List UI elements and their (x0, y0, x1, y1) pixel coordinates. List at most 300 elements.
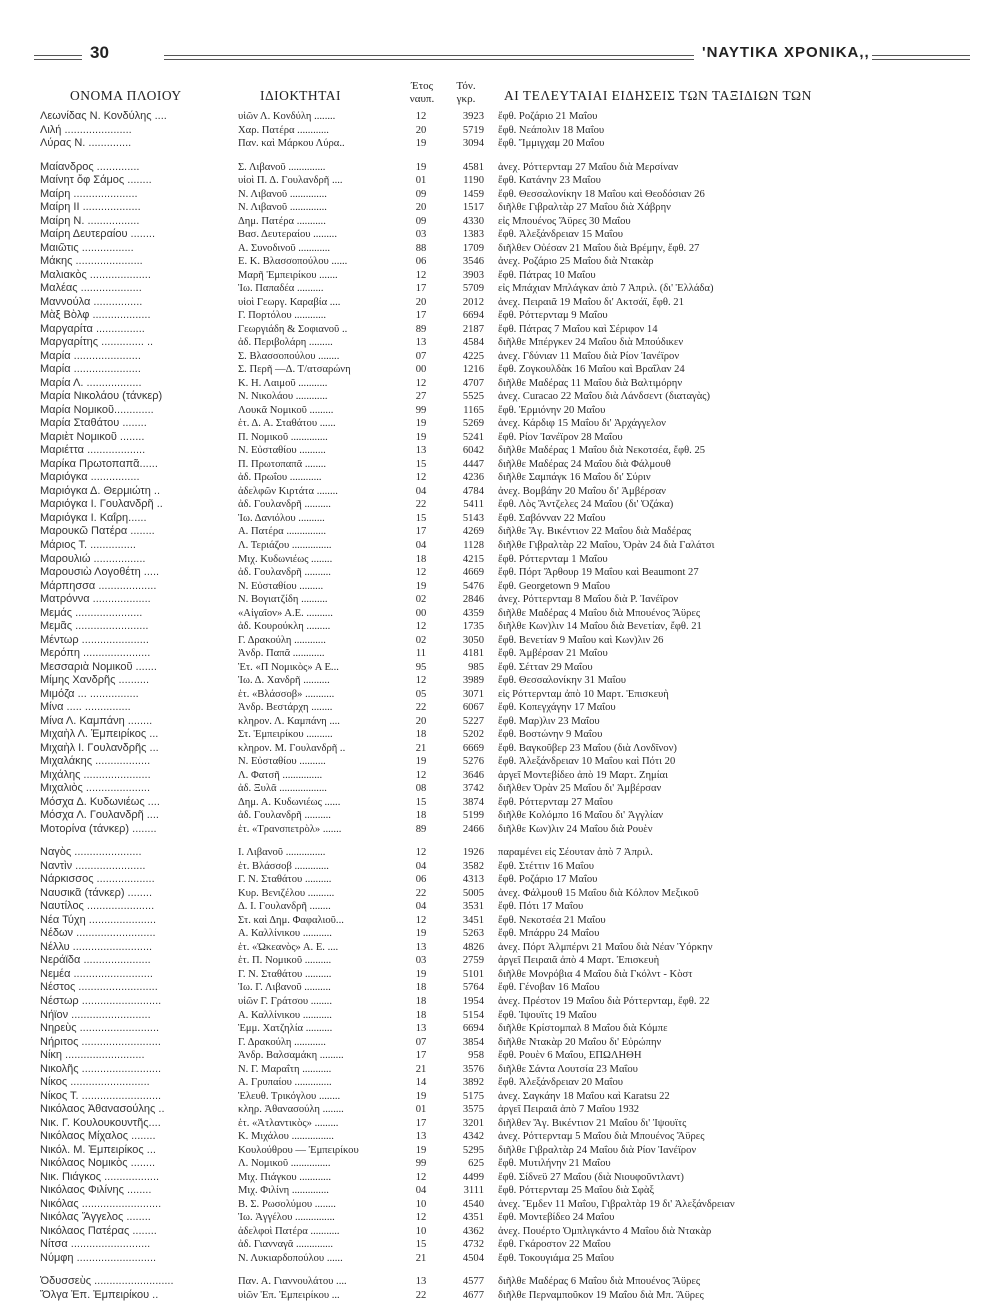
ship-name: Νέδων .......................... (40, 927, 156, 940)
gross-tonnage: 3050 (462, 634, 484, 646)
table-row (40, 124, 985, 138)
build-year: 22 (415, 499, 427, 511)
ship-owner: κληρ. Ἀθανασούλη ........ (238, 1104, 344, 1116)
ship-owner: Ν. Βογιατζίδη .......... (238, 594, 328, 606)
ship-owner: Ἑτ. «Π Νομικὸς» Α Ε... (238, 661, 339, 673)
header-rule-left (34, 55, 82, 60)
build-year: 04 (415, 539, 427, 551)
ship-name: Νικόλ. Μ. Ἐμπειρίκος ... (40, 1143, 156, 1156)
gross-tonnage: 5276 (462, 756, 484, 768)
table-row (40, 1252, 985, 1266)
ship-owner: Μαρῆ Ἐμπειρίκου ....... (238, 269, 338, 281)
gross-tonnage: 3989 (462, 675, 484, 687)
table-row (40, 634, 985, 648)
gross-tonnage: 5143 (462, 512, 484, 524)
gross-tonnage: 4581 (462, 161, 484, 173)
table-row (40, 1130, 985, 1144)
ship-name: Ναυτίλος ...................... (40, 900, 155, 913)
table-row (40, 458, 985, 472)
build-year: 21 (415, 1252, 427, 1264)
ship-owner: υἱοὶ Π. Δ. Γουλανδρῆ .... (238, 175, 343, 187)
voyage-news: ἔφθ. Ἴμμιγχαμ 20 Μαΐου (498, 138, 605, 150)
voyage-news: ἔφθ. Πάτρας 10 Μαΐου (498, 269, 596, 281)
table-row (40, 701, 985, 715)
ship-name: Νικόλαος Φιλίνης ........ (40, 1184, 152, 1197)
gross-tonnage: 4362 (462, 1225, 484, 1237)
ship-owner: Ν. Εὐσταθίου ......... (238, 580, 324, 592)
table-row (40, 674, 985, 688)
voyage-news: διῆλθε Μαδέρας 11 Μαΐου διὰ Βαλτιμόρην (498, 377, 683, 389)
gross-tonnage: 5263 (462, 928, 484, 940)
ship-name: Νίκη .......................... (40, 1049, 145, 1062)
build-year: 12 (415, 567, 427, 579)
voyage-news: ἔφθ. Γένοβαν 16 Μαΐου (498, 982, 600, 994)
gross-tonnage: 1459 (462, 188, 484, 200)
table-row (40, 404, 985, 418)
ship-owner: Κ. Η. Λαιμοῦ ........... (238, 377, 328, 389)
journal-title: 'ΝΑΥΤΙΚΑ ΧΡΟΝΙΚΑ,, (702, 44, 870, 61)
table-row (40, 715, 985, 729)
ship-name: Μαρίκα Πρωτοπαπᾶ...... (40, 457, 158, 470)
ship-name: Μέντωρ ...................... (40, 633, 149, 646)
ship-owner: Χαρ. Πατέρα ............ (238, 124, 329, 136)
voyage-news: διῆλθε Μαδέρας 6 Μαΐου διὰ Μπουένος Ἄϋρες (498, 1276, 701, 1288)
gross-tonnage: 5227 (462, 715, 484, 727)
ship-name: Μαίρη ΙΙ ................... (40, 201, 141, 214)
gross-tonnage: 5175 (462, 1090, 484, 1102)
ship-owner: Α. Καλλίνικου ........... (238, 1009, 332, 1021)
voyage-news: ἀνεχ. Ρόττερνταμ 8 Μαΐου διὰ Ρ. Ἰανέϊρον (498, 594, 679, 606)
gross-tonnage: 5241 (462, 431, 484, 443)
gross-tonnage: 4342 (462, 1131, 484, 1143)
build-year: 06 (415, 874, 427, 886)
table-row (40, 110, 985, 124)
table-row (40, 661, 985, 675)
gross-tonnage: 2759 (462, 955, 484, 967)
ship-owner: Ι. Λιβανοῦ ............... (238, 847, 326, 859)
ship-name: Μαλιακὸς .................... (40, 268, 151, 281)
build-year: 06 (415, 256, 427, 268)
build-year: 10 (415, 1225, 427, 1237)
build-year: 19 (415, 1090, 427, 1102)
ship-name: Νέλλυ .......................... (40, 940, 153, 953)
voyage-news: ἔφθ. Μπάρρυ 24 Μαΐου (498, 928, 600, 940)
voyage-news: ἔφθ. Πάτρας 7 Μαΐου καὶ Σέριφον 14 (498, 323, 658, 335)
table-row (40, 580, 985, 594)
voyage-news: ἀνεχ. Σαγκάην 18 Μαΐου καὶ Karatsu 22 (498, 1090, 670, 1102)
ship-name: Μιχαὴλ Λ. Ἐμπειρίκος ... (40, 728, 159, 741)
voyage-news: ἀνεχ. Πρέστον 19 Μαΐου διὰ Ρόττερνταμ, ἔφθ. 22 (498, 996, 710, 1007)
gross-tonnage: 1190 (463, 175, 484, 187)
ship-name: Μεμᾶς ........................ (40, 620, 149, 633)
ship-owner: Ἑμμ. Χατζηλία .......... (238, 1023, 333, 1035)
gross-tonnage: 3582 (462, 860, 484, 872)
voyage-news: διῆλθε Μαδέρας 4 Μαΐου διὰ Μπουένος Ἄϋρες (498, 607, 701, 619)
voyage-news: ἔφθ. Ροζάριο 17 Μαΐου (498, 874, 598, 886)
build-year: 01 (415, 1104, 427, 1116)
gross-tonnage: 4732 (462, 1239, 484, 1251)
ship-name: Μιχαλάκης .................. (40, 755, 151, 768)
ship-owner: Δ. Ι. Γουλανδρῆ ........ (238, 901, 331, 913)
voyage-news: ἔφθ. Ἐρμιόνην 20 Μαΐου (498, 404, 606, 416)
voyage-news: ἔφθ. Βαγκοῦβερ 23 Μαΐου (διὰ Λονδῖνον) (498, 742, 677, 754)
ship-name: Νέστωρ .......................... (40, 995, 162, 1007)
ship-owner: υἱοὶ Γεωργ. Καραβία .... (238, 296, 341, 308)
ship-name: Μαίρη Ν. ................. (40, 214, 140, 227)
build-year: 15 (415, 458, 427, 470)
build-year: 18 (415, 1009, 427, 1021)
table-row (40, 1198, 985, 1212)
voyage-news: ἔφθ. Νεκοτσέα 21 Μαΐου (498, 914, 606, 926)
gross-tonnage: 4577 (462, 1276, 484, 1288)
ship-name: Νικόλαος Μίχαλος ........ (40, 1130, 156, 1143)
build-year: 12 (415, 377, 427, 389)
gross-tonnage: 1216 (462, 364, 484, 376)
gross-tonnage: 2012 (462, 296, 484, 308)
table-row (40, 553, 985, 567)
voyage-news: διῆλθε Γιβραλτὰρ 22 Μαΐου, Ὀρὰν 24 διὰ Γαλάτσι (498, 539, 715, 551)
build-year: 27 (415, 391, 427, 403)
gross-tonnage: 3531 (462, 901, 484, 913)
build-year: 20 (415, 296, 427, 308)
build-year: 00 (415, 364, 427, 376)
ship-name: Μιχάλης ...................... (40, 768, 151, 781)
gross-tonnage: 6042 (462, 445, 484, 457)
ship-owner: Ἀνδρ. Βεστάρχη ........ (238, 702, 333, 714)
ship-name: Νικόλας Ἄγγελος ........ (40, 1211, 151, 1224)
table-row (40, 914, 985, 928)
ship-name: Μιχαὴλ Ι. Γουλανδρῆς ... (40, 741, 159, 754)
ship-owner: Ἰω. Ἀγγέλου ............... (238, 1212, 335, 1224)
voyage-news: ἔφθ. Ρόττερνταμ 1 Μαΐου (498, 553, 608, 565)
gross-tonnage: 2466 (462, 823, 484, 835)
table-row (40, 201, 985, 215)
ship-name: Νήϊον .......................... (40, 1008, 151, 1021)
build-year: 10 (415, 1198, 427, 1210)
ship-owner: Σ. Περῆ —Δ. Τ/ατσαρώνη (238, 364, 351, 376)
build-year: 18 (415, 729, 427, 741)
ship-name: Ναυσικᾶ (τάνκερ) ........ (40, 886, 153, 899)
voyage-news: ἀνεχ. Ἔμδεν 11 Μαΐου, Γιβραλτὰρ 19 δι' Ἀλεξάνδρειαν (498, 1198, 735, 1210)
ship-owner: Ἰω. Παπαδέα .......... (238, 283, 324, 295)
table-row (40, 309, 985, 323)
voyage-news: ἀνεχ. Γδύνιαν 11 Μαΐου διὰ Ρίον Ἰανέϊρον (498, 350, 680, 362)
voyage-news: ἔφθ. Ρίον Ἰανέϊρον 28 Μαΐου (498, 431, 623, 443)
gross-tonnage: 4540 (462, 1198, 484, 1210)
ship-owner: Ἰω. Δ. Χανδρῆ .......... (238, 675, 330, 687)
ship-owner: ἑτ. «Βλάσσοβ» ........... (238, 688, 335, 700)
build-year: 99 (415, 1158, 427, 1170)
ship-owner: Β. Σ. Ρωσολύμου ........ (238, 1198, 336, 1210)
ship-owner: Λ. Φατσῆ ............... (238, 769, 323, 781)
table-row (40, 188, 985, 202)
voyage-news: ἔφθ. Κοπεγχάγην 17 Μαΐου (498, 702, 616, 714)
build-year: 02 (415, 594, 427, 606)
ship-name: Ναντὶν ....................... (40, 859, 146, 872)
voyage-news: διῆλθε Γιβραλτὰρ 27 Μαΐου διὰ Χάβρην (498, 202, 671, 214)
gross-tonnage: 1517 (462, 202, 484, 214)
table-row (40, 1090, 985, 1104)
table-row (40, 1211, 985, 1225)
voyage-news: ἔφθ. Ἀλεξάνδρειαν 10 Μαΐου καὶ Πότι 20 (498, 756, 676, 768)
build-year: 89 (415, 323, 427, 335)
gross-tonnage: 5411 (463, 499, 484, 511)
tonnage-header-line1: Τόν. (456, 80, 476, 92)
gross-tonnage: 3576 (462, 1063, 484, 1075)
voyage-news: ἔφθ. Σέτταν 29 Μαΐου (498, 661, 593, 673)
voyage-news: ἔφθ. Μυτιλήνην 21 Μαΐου (498, 1158, 611, 1170)
gross-tonnage: 5199 (462, 810, 484, 822)
build-year: 12 (415, 111, 427, 122)
ship-owner: Κ. Μιχάλου ................ (238, 1131, 334, 1143)
ship-owner: Π. Πρωτοπαπᾶ ........ (238, 458, 327, 470)
table-row (40, 688, 985, 702)
table-row (40, 228, 985, 242)
table-row (40, 350, 985, 364)
build-year: 13 (415, 337, 427, 349)
ship-owner: ἀδ. Γιανναγᾶ .............. (238, 1239, 334, 1251)
ship-owner: ἀδ. Γουλανδρῆ .......... (238, 567, 331, 579)
build-year: 12 (415, 769, 427, 781)
ship-owner: Λ. Τεριάζου ............... (238, 539, 332, 551)
gross-tonnage: 3874 (462, 796, 484, 808)
table-row (40, 512, 985, 526)
header-rule-right (872, 55, 970, 60)
ship-owner: ἀδ. Γουλανδρῆ .......... (238, 499, 331, 511)
ship-owner: Α. Πατέρα ............... (238, 526, 327, 538)
ship-owner: ἀδ. Ξυλᾶ .................. (238, 783, 327, 795)
gross-tonnage: 5269 (462, 418, 484, 430)
voyage-news: διῆλθεν Ἅγ. Βικέντιον 21 Μαΐου δι' Ἰψουϊτς (498, 1117, 687, 1129)
ship-owner: Δημ. Α. Κυδωνιέως ...... (238, 796, 341, 808)
voyage-news: ἔφθ. Ἰψουϊτς 19 Μαΐου (498, 1009, 597, 1021)
ship-owner: Κουλούθρου — Ἐμπειρίκου (238, 1144, 359, 1156)
ship-owner: Α. Γρυπαίου .............. (238, 1077, 332, 1089)
ship-owner: Παν. Α. Γιαννουλάτου .... (238, 1276, 347, 1288)
gross-tonnage: 985 (468, 661, 484, 673)
ship-name: Λύρας Ν. .............. (40, 137, 132, 150)
voyage-news: διῆλθε Μονρόβια 4 Μαΐου διὰ Γκόλντ - Κὸστ (498, 968, 693, 980)
ship-owner: Γ. Ν. Σταθάτου .......... (238, 968, 332, 980)
ship-name: Μόσχα Δ. Κυδωνιέως .... (40, 795, 160, 808)
build-year: 03 (415, 229, 427, 241)
table-row (40, 296, 985, 310)
ship-name: Μόσχα Λ. Γουλανδρῆ .... (40, 809, 159, 822)
build-year: 03 (415, 955, 427, 967)
gross-tonnage: 4215 (462, 553, 484, 565)
ship-name: Μαρουσιὼ Λογοθέτη ..... (40, 566, 160, 579)
build-year: 04 (415, 901, 427, 913)
table-row (40, 255, 985, 269)
ship-name: Νίκος .......................... (40, 1076, 150, 1089)
voyage-news: ἀνεχ. Ρόττερνταμ 27 Μαΐου διὰ Μερσίναν (498, 161, 679, 173)
gross-tonnage: 3111 (463, 1185, 484, 1197)
ship-owner: ἑτ. Δ. Α. Σταθάτου ...... (238, 418, 336, 430)
gross-tonnage: 5525 (462, 391, 484, 403)
voyage-news: ἔφθ. Σαβόνναν 22 Μαΐου (498, 512, 606, 524)
gross-tonnage: 4677 (462, 1289, 484, 1301)
build-year: 15 (415, 796, 427, 808)
build-year: 17 (415, 1050, 427, 1062)
ship-name: Μαίρη Δευτεραίου ........ (40, 228, 156, 241)
table-row (40, 1103, 985, 1117)
gross-tonnage: 5154 (462, 1009, 484, 1021)
build-year: 12 (415, 675, 427, 687)
table-row (40, 887, 985, 901)
ship-name: Νέα Τύχη ...................... (40, 913, 157, 926)
ship-name: Μάριος Τ. ............... (40, 538, 136, 551)
gross-tonnage: 1735 (462, 621, 484, 633)
gross-tonnage: 958 (468, 1050, 484, 1062)
ship-name: Μαννούλα ................ (40, 295, 143, 308)
gross-tonnage: 1165 (463, 404, 484, 416)
table-row (40, 954, 985, 968)
build-year: 15 (415, 512, 427, 524)
ship-name: Ναγὸς ...................... (40, 846, 142, 859)
ship-owner: κληρον. Μ. Γουλανδρῆ .. (238, 742, 346, 754)
table-row (40, 161, 985, 175)
voyage-news: διῆλθε Μπέργκεν 24 Μαΐου διὰ Μπούδικεν (498, 337, 684, 349)
voyage-news: ἀνεχ. Πουέρτο Ὀμπλιγκάντο 4 Μαΐου διὰ Ντακὰρ (498, 1225, 712, 1237)
ship-name: Μεμάς ...................... (40, 606, 143, 619)
table-row (40, 1076, 985, 1090)
voyage-news: ἀργεῖ Πειραιᾶ ἀπὸ 4 Μαρτ. Ἐπισκευὴ (498, 955, 660, 967)
table-row (40, 390, 985, 404)
voyage-news: ἀνεχ. Πειραιᾶ 19 Μαΐου δι' Ακτσάϊ, ἔφθ. 21 (498, 296, 684, 308)
voyage-news: διῆλθε Σάντα Λουτσία 23 Μαΐου (498, 1063, 638, 1075)
ship-name: Μαργαρίτης .............. .. (40, 336, 154, 349)
table-row (40, 215, 985, 229)
build-year: 09 (415, 215, 427, 227)
build-year: 12 (415, 914, 427, 926)
gross-tonnage: 4499 (462, 1171, 484, 1183)
build-year: 21 (415, 1063, 427, 1075)
table-row (40, 269, 985, 283)
build-year: 04 (415, 485, 427, 497)
ship-name: Μάρπησσα ................... (40, 579, 157, 592)
ship-owner: Ν. Λυκιαρδοπούλου ...... (238, 1252, 343, 1264)
ship-owner: Ν. Νικολάου ............ (238, 391, 328, 403)
ship-owner: ἑτ. Βλάσσοβ ............. (238, 860, 329, 872)
ship-name: Μαριόγκα Ι. Γουλανδρῆ .. (40, 498, 163, 511)
voyage-news: ἔφθ. Μαρ)λιν 23 Μαΐου (498, 715, 600, 727)
table-row (40, 336, 985, 350)
build-year: 88 (415, 242, 427, 254)
table-row (40, 647, 985, 661)
table-row (40, 1022, 985, 1036)
build-year: 12 (415, 621, 427, 633)
build-year: 13 (415, 1131, 427, 1143)
ship-owner: Μιχ. Πιάγκου ............ (238, 1171, 332, 1183)
build-year: 14 (415, 1077, 427, 1089)
ship-owner: ἑτ. «Ὠκεανὸς» Α. Ε. .... (238, 941, 339, 953)
build-year: 89 (415, 823, 427, 835)
ship-owner: Ν. Λιβανοῦ .............. (238, 202, 327, 214)
gross-tonnage: 6669 (462, 742, 484, 754)
build-year: 04 (415, 860, 427, 872)
gross-tonnage: 6067 (462, 702, 484, 714)
gross-tonnage: 3546 (462, 256, 484, 268)
table-row (40, 471, 985, 485)
ship-owner: Στ. καὶ Δημ. Φαφαλιοῦ... (238, 914, 344, 926)
ship-owner: Γ. Δρακούλη ............ (238, 634, 326, 646)
ship-owner: Ν. Εὐσταθίου .......... (238, 756, 326, 768)
ship-name: Μαρουκῶ Πατέρα ........ (40, 525, 155, 538)
build-year: 19 (415, 1144, 427, 1156)
table-row (40, 927, 985, 941)
table-row (40, 981, 985, 995)
voyage-news: ἀνεχ. Ροζάριο 25 Μαΐου διὰ Ντακὰρ (498, 256, 654, 268)
gross-tonnage: 3201 (462, 1117, 484, 1129)
ship-name: Μερόπη ...................... (40, 647, 151, 660)
gross-tonnage: 4447 (462, 458, 484, 470)
table-row (40, 485, 985, 499)
ship-name: Νικόλαος Ἀθανασούλης .. (40, 1103, 165, 1116)
gross-tonnage: 4584 (462, 337, 484, 349)
owners-column-header: ΙΔΙΟΚΤΗΤΑΙ (260, 88, 341, 103)
gross-tonnage: 1383 (462, 229, 484, 241)
ship-name: Μιμόζα ... ................ (40, 687, 139, 700)
voyage-news: παραμένει εἰς Σέουταν ἀπὸ 7 Ἀπριλ. (498, 847, 653, 859)
voyage-news: ἀνεχ. Κάρδιφ 15 Μαΐου δι' Ἀρχάγγελον (498, 418, 666, 430)
ship-owner: ἀδελφῶν Κιρτάτα ........ (238, 485, 338, 497)
voyage-news: διῆλθεν Οὐέσαν 21 Μαΐου διὰ Βρέμην, ἔφθ. 27 (498, 242, 700, 254)
table-row (40, 323, 985, 337)
build-year: 20 (415, 124, 427, 136)
build-year: 19 (415, 928, 427, 940)
voyage-news: διῆλθε Κρίστομπαλ 8 Μαΐου διὰ Κόμπε (498, 1023, 668, 1035)
gross-tonnage: 4826 (462, 941, 484, 953)
gross-tonnage: 5476 (462, 580, 484, 592)
build-year: 07 (415, 1036, 427, 1048)
ship-owner: Γ. Ν. Σταθάτου .......... (238, 874, 332, 886)
ship-owner: Βασ. Δευτεραίου ......... (238, 229, 337, 241)
ship-owner: Α. Καλλίνικου ........... (238, 928, 332, 940)
build-year: 19 (415, 756, 427, 768)
ship-owner: ἀδ. Περιβολάρη ......... (238, 337, 333, 349)
table-row (40, 900, 985, 914)
ship-name: Μάκης ...................... (40, 255, 143, 268)
build-year: 22 (415, 1289, 427, 1301)
build-year: 21 (415, 742, 427, 754)
voyage-news: ἀνεχ. Curacao 22 Μαΐου διὰ Λάνδσεντ (διαταγὰς) (498, 391, 710, 403)
ship-name: Μεσσαριὰ Νομικοῦ ....... (40, 660, 157, 673)
voyage-news: ἔφθ. Θεσσαλονίκην 18 Μαΐου καὶ Θεοδόσιαν 26 (498, 188, 705, 200)
ship-owner: Ἀνδρ. Παπᾶ ............ (238, 648, 325, 660)
ship-name: Μαρία ...................... (40, 349, 141, 362)
ship-name: Νίτσα .......................... (40, 1238, 151, 1251)
gross-tonnage: 4784 (462, 485, 484, 497)
ship-owner: ἀδ. Πρωΐου ............ (238, 472, 322, 484)
build-year: 19 (415, 968, 427, 980)
ship-owner: Ν. Εὐσταθίου .......... (238, 445, 326, 457)
voyage-news: ἔφθ. Σίδνεϋ 27 Μαΐου (διὰ Νιουφοῦντλαντ) (498, 1171, 684, 1183)
ship-owner: Γ. Πορτόλου ............ (238, 310, 327, 322)
table-row (40, 968, 985, 982)
voyage-news: ἔφθ. Πόρτ Ἄρθουρ 19 Μαΐου καὶ Beaumont 27 (498, 567, 699, 579)
voyage-news: διῆλθε Ντακὰρ 20 Μαΐου δι' Εὐρώπην (498, 1036, 662, 1048)
ship-name: Νικόλαος Νομικὸς ........ (40, 1157, 156, 1170)
voyage-news: διῆλθε Κολόμπο 16 Μαΐου δι' Ἀγγλίαν (498, 810, 664, 822)
gross-tonnage: 4225 (462, 350, 484, 362)
gross-tonnage: 1926 (462, 847, 484, 859)
build-year: 19 (415, 161, 427, 173)
ship-name: Νικόλας .......................... (40, 1197, 162, 1210)
gross-tonnage: 3071 (462, 688, 484, 700)
ship-name: Νικ. Πιάγκος .................. (40, 1170, 160, 1183)
tonnage-header-line2: γκρ. (456, 93, 476, 105)
year-header-line1: Έτος (411, 80, 433, 92)
